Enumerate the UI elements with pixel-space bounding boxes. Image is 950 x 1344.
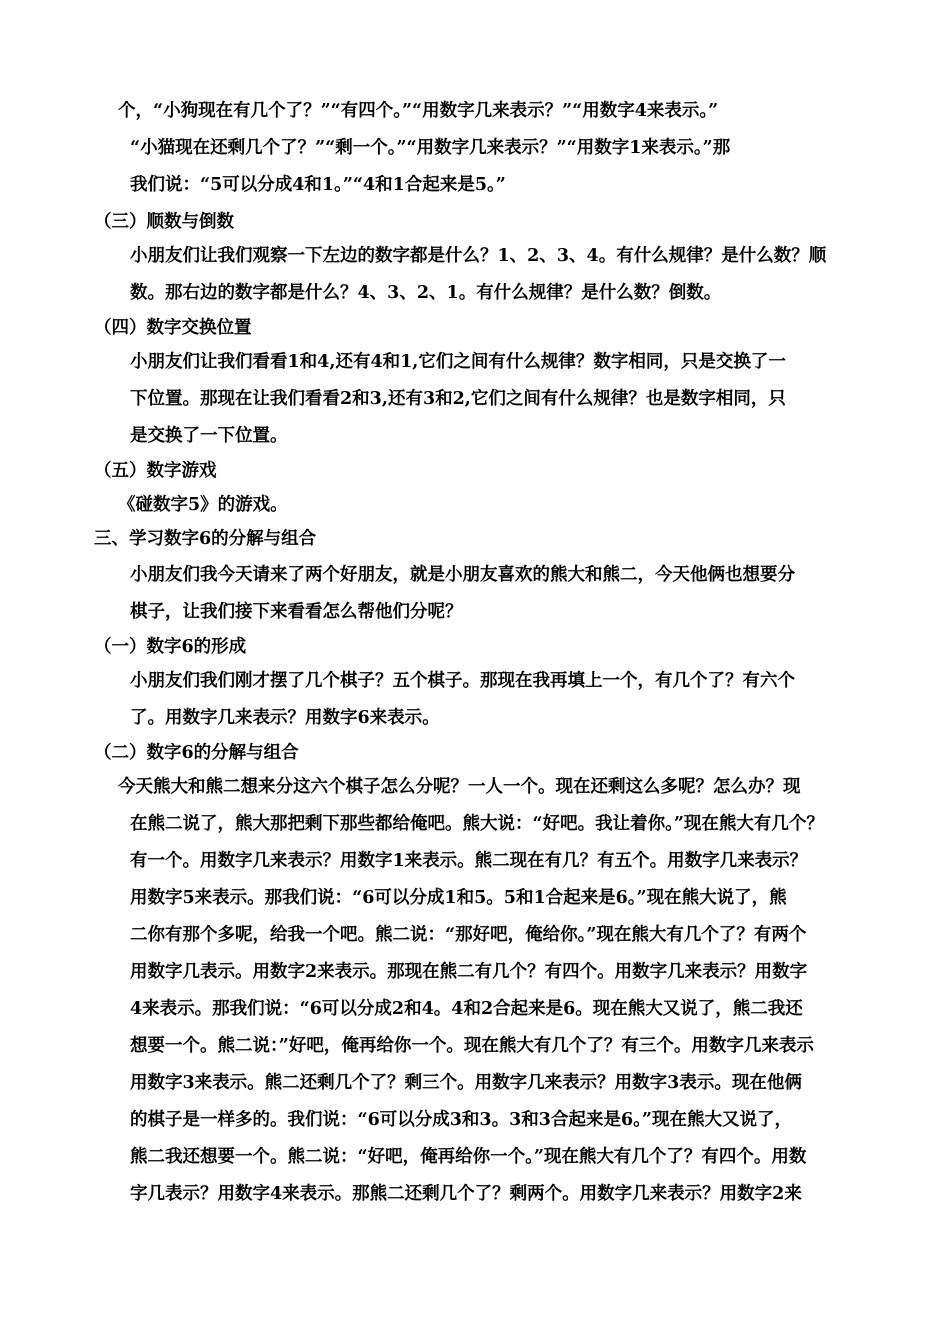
text-line: 小朋友们让我们观察一下左边的数字都是什么？1、2、3、4。有什么规律？是什么数？顺 xyxy=(130,246,827,266)
text-line: 用数字3来表示。熊二还剩几个了？剩三个。用数字几来表示？用数字3表示。现在他俩 xyxy=(130,1073,802,1093)
text-line: 在熊二说了，熊大那把剩下那些都给俺吧。熊大说：“好吧。我让着你。”现在熊大有几个？ xyxy=(130,814,824,834)
text-line: 《碰数字5》的游戏。 xyxy=(118,495,288,515)
section-heading: （二）数字6的分解与组合 xyxy=(94,743,299,763)
text-line: 二你有那个多呢，给我一个吧。熊二说：“那好吧，俺给你。”现在熊大有几个了？有两个 xyxy=(130,925,807,945)
text-line: 是交换了一下位置。 xyxy=(130,426,288,446)
text-line: 字几表示？用数字4来表示。那熊二还剩几个了？剩两个。用数字几来表示？用数字2来 xyxy=(130,1184,802,1204)
section-heading: （三）顺数与倒数 xyxy=(94,212,234,232)
text-line: 小朋友们让我们看看1和4,还有4和1,它们之间有什么规律？数字相同，只是交换了一 xyxy=(130,352,786,372)
text-line: 个，“小狗现在有几个了？”“有四个。”“用数字几来表示？”“用数字4来表示。” xyxy=(118,101,719,121)
text-line: 了。用数字几来表示？用数字6来表示。 xyxy=(130,708,440,728)
text-line: 小朋友们我们刚才摆了几个棋子？五个棋子。那现在我再填上一个，有几个了？有六个 xyxy=(130,671,795,691)
text-line: 的棋子是一样多的。我们说：“6可以分成3和3。3和3合起来是6。”现在熊大又说了， xyxy=(130,1110,792,1130)
text-line: 用数字5来表示。那我们说：“6可以分成1和5。5和1合起来是6。”现在熊大说了，熊 xyxy=(130,888,787,908)
text-line: 棋子，让我们接下来看看怎么帮他们分呢？ xyxy=(130,602,463,622)
text-line: 今天熊大和熊二想来分这六个棋子怎么分呢？一人一个。现在还剩这么多呢？怎么办？现 xyxy=(118,777,801,797)
text-line: 4来表示。那我们说：“6可以分成2和4。4和2合起来是6。现在熊大又说了，熊二我还 xyxy=(130,999,803,1019)
section-heading: 三、学习数字6的分解与组合 xyxy=(94,529,317,549)
text-line: 数。那右边的数字都是什么？4、3、2、1。有什么规律？是什么数？倒数。 xyxy=(130,283,722,303)
text-line: 小朋友们我今天请来了两个好朋友，就是小朋友喜欢的熊大和熊二，今天他俩也想要分 xyxy=(130,565,795,585)
section-heading: （一）数字6的形成 xyxy=(94,637,247,657)
text-line: “小猫现在还剩几个了？”“剩一个。”“用数字几来表示？”“用数字1来表示。”那 xyxy=(130,138,731,158)
section-heading: （四）数字交换位置 xyxy=(94,318,252,338)
text-line: 有一个。用数字几来表示？用数字1来表示。熊二现在有几？有五个。用数字几来表示？ xyxy=(130,851,808,871)
text-line: 想要一个。熊二说：”好吧，俺再给你一个。现在熊大有几个了？有三个。用数字几来表示 xyxy=(130,1036,814,1056)
text-line: 下位置。那现在让我们看看2和3,还有3和2,它们之间有什么规律？也是数字相同，只 xyxy=(130,389,786,409)
text-line: 用数字几表示。用数字2来表示。那现在熊二有几个？有四个。用数字几来表示？用数字 xyxy=(130,962,808,982)
text-line: 熊二我还想要一个。熊二说：“好吧，俺再给你一个。”现在熊大有几个了？有四个。用数 xyxy=(130,1147,807,1167)
text-line: 我们说：“5可以分成4和1。”“4和1合起来是5。” xyxy=(130,175,506,195)
section-heading: （五）数字游戏 xyxy=(94,461,217,481)
